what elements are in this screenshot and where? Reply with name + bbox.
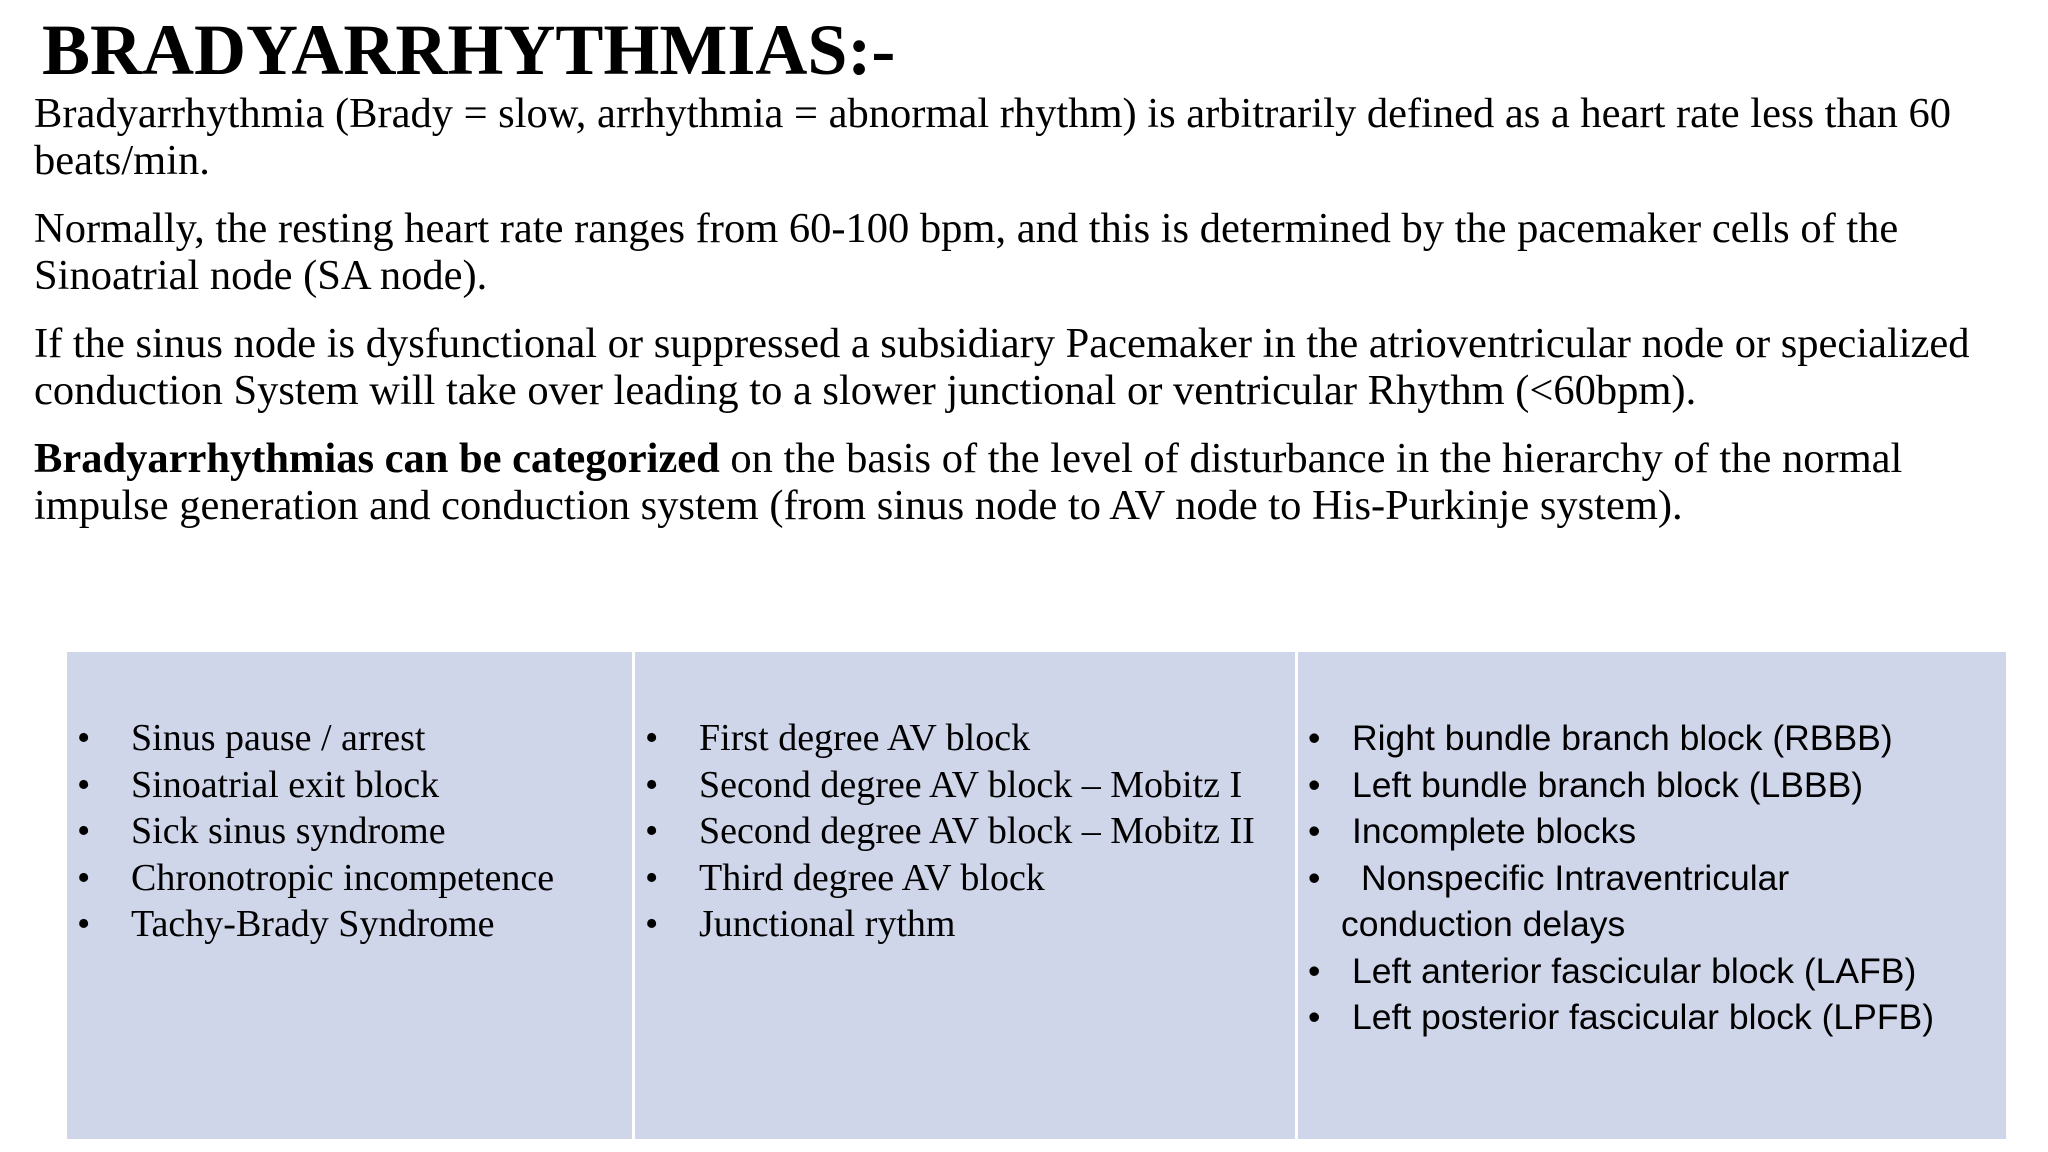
table-cell-av-node <box>635 652 1298 1139</box>
list-item-text: Sinus pause / arrest <box>131 717 426 759</box>
bullet-icon: • <box>77 810 91 852</box>
list-item <box>1308 994 2006 1041</box>
paragraph-subsidiary-pacemaker <box>34 320 2024 414</box>
bullet-icon: • <box>1308 811 1321 851</box>
bullet-icon: • <box>1308 997 1321 1037</box>
table-cell-intraventricular <box>1298 652 2006 1139</box>
bullet-icon: • <box>645 856 659 899</box>
list-item-text: Left posterior fascicular block (LPFB) <box>1352 997 1935 1037</box>
bullet-icon: • <box>645 903 659 945</box>
list-item-text: Third degree AV block <box>699 856 1045 899</box>
bullet-icon: • <box>1308 718 1321 758</box>
bullet-icon: • <box>645 763 659 806</box>
list-item <box>1308 855 2006 902</box>
paragraph-normal-rate <box>34 205 2024 299</box>
intraventricular-list <box>1308 715 2006 1041</box>
paragraph-text: on the basis of the level of disturbance in the hierarchy of the normal impulse generation and conduction system (from sinus node to AV node to His-Purkinje system). <box>34 435 1903 529</box>
bullet-icon: • <box>1308 950 1321 991</box>
bullet-icon: • <box>77 763 91 806</box>
list-item-text: Sinoatrial exit block <box>131 763 440 806</box>
list-item <box>77 808 632 855</box>
list-item-text: Second degree AV block – Mobitz II <box>699 810 1255 852</box>
list-item <box>645 762 1295 809</box>
list-item <box>645 808 1295 855</box>
list-item <box>645 715 1295 762</box>
bullet-icon: • <box>645 810 659 852</box>
list-item-text: Junctional rythm <box>699 903 956 945</box>
intro-text <box>34 90 2024 550</box>
list-item <box>77 901 632 948</box>
list-item <box>77 855 632 902</box>
bullet-icon: • <box>77 717 91 759</box>
table-cell-sa-node <box>67 652 635 1139</box>
list-item <box>77 762 632 809</box>
list-item-text: conduction delays <box>1341 904 1626 944</box>
list-item-text: Second degree AV block – Mobitz I <box>699 763 1243 806</box>
list-item-text: Sick sinus syndrome <box>131 810 446 852</box>
disorders-table <box>67 652 2006 1139</box>
list-item-text: Right bundle branch block (RBBB) <box>1352 718 1893 758</box>
list-item-text: Nonspecific Intraventricular <box>1361 857 1790 898</box>
list-item-text: Left anterior fascicular block (LAFB) <box>1352 950 1917 991</box>
bullet-icon: • <box>1308 764 1321 805</box>
list-item <box>1308 808 2006 855</box>
paragraph-text: If the sinus node is dysfunctional or suppressed a subsidiary Pacemaker in the atrioventricular node or specialized conduction System will take over leading to a slower junctional or ventricular Rhythm (<60bpm). <box>34 320 1970 414</box>
list-item <box>645 901 1295 948</box>
bullet-icon: • <box>645 717 659 759</box>
bullet-icon: • <box>77 903 91 945</box>
paragraph-bold-lead: Bradyarrhythmias can be categorized <box>34 435 720 482</box>
sa-node-list <box>77 715 632 948</box>
list-item-text: Chronotropic incompetence <box>131 856 555 899</box>
bullet-icon: • <box>1308 857 1321 898</box>
list-item <box>645 855 1295 902</box>
list-item-text: Incomplete blocks <box>1352 811 1637 851</box>
paragraph-definition <box>34 90 2024 184</box>
paragraph-text: Bradyarrhythmia (Brady = slow, arrhythmia = abnormal rhythm) is arbitrarily defined as a heart rate less than 60 beats/min. <box>34 90 1951 184</box>
list-item-continuation <box>1308 901 2006 948</box>
list-item <box>1308 948 2006 995</box>
list-item <box>1308 762 2006 809</box>
paragraph-text: Normally, the resting heart rate ranges from 60-100 bpm, and this is determined by the pacemaker cells of the Sinoatrial node (SA node). <box>34 205 1899 299</box>
list-item <box>77 715 632 762</box>
list-item-text: Left bundle branch block (LBBB) <box>1352 764 1864 805</box>
list-item-text: First degree AV block <box>699 717 1031 759</box>
av-node-list <box>645 715 1295 948</box>
list-item <box>1308 715 2006 762</box>
list-item-text: Tachy-Brady Syndrome <box>131 903 495 945</box>
bullet-icon: • <box>77 856 91 899</box>
slide-title: BRADYARRHYTHMIAS:- <box>42 10 896 90</box>
paragraph-categorization <box>34 435 2024 529</box>
